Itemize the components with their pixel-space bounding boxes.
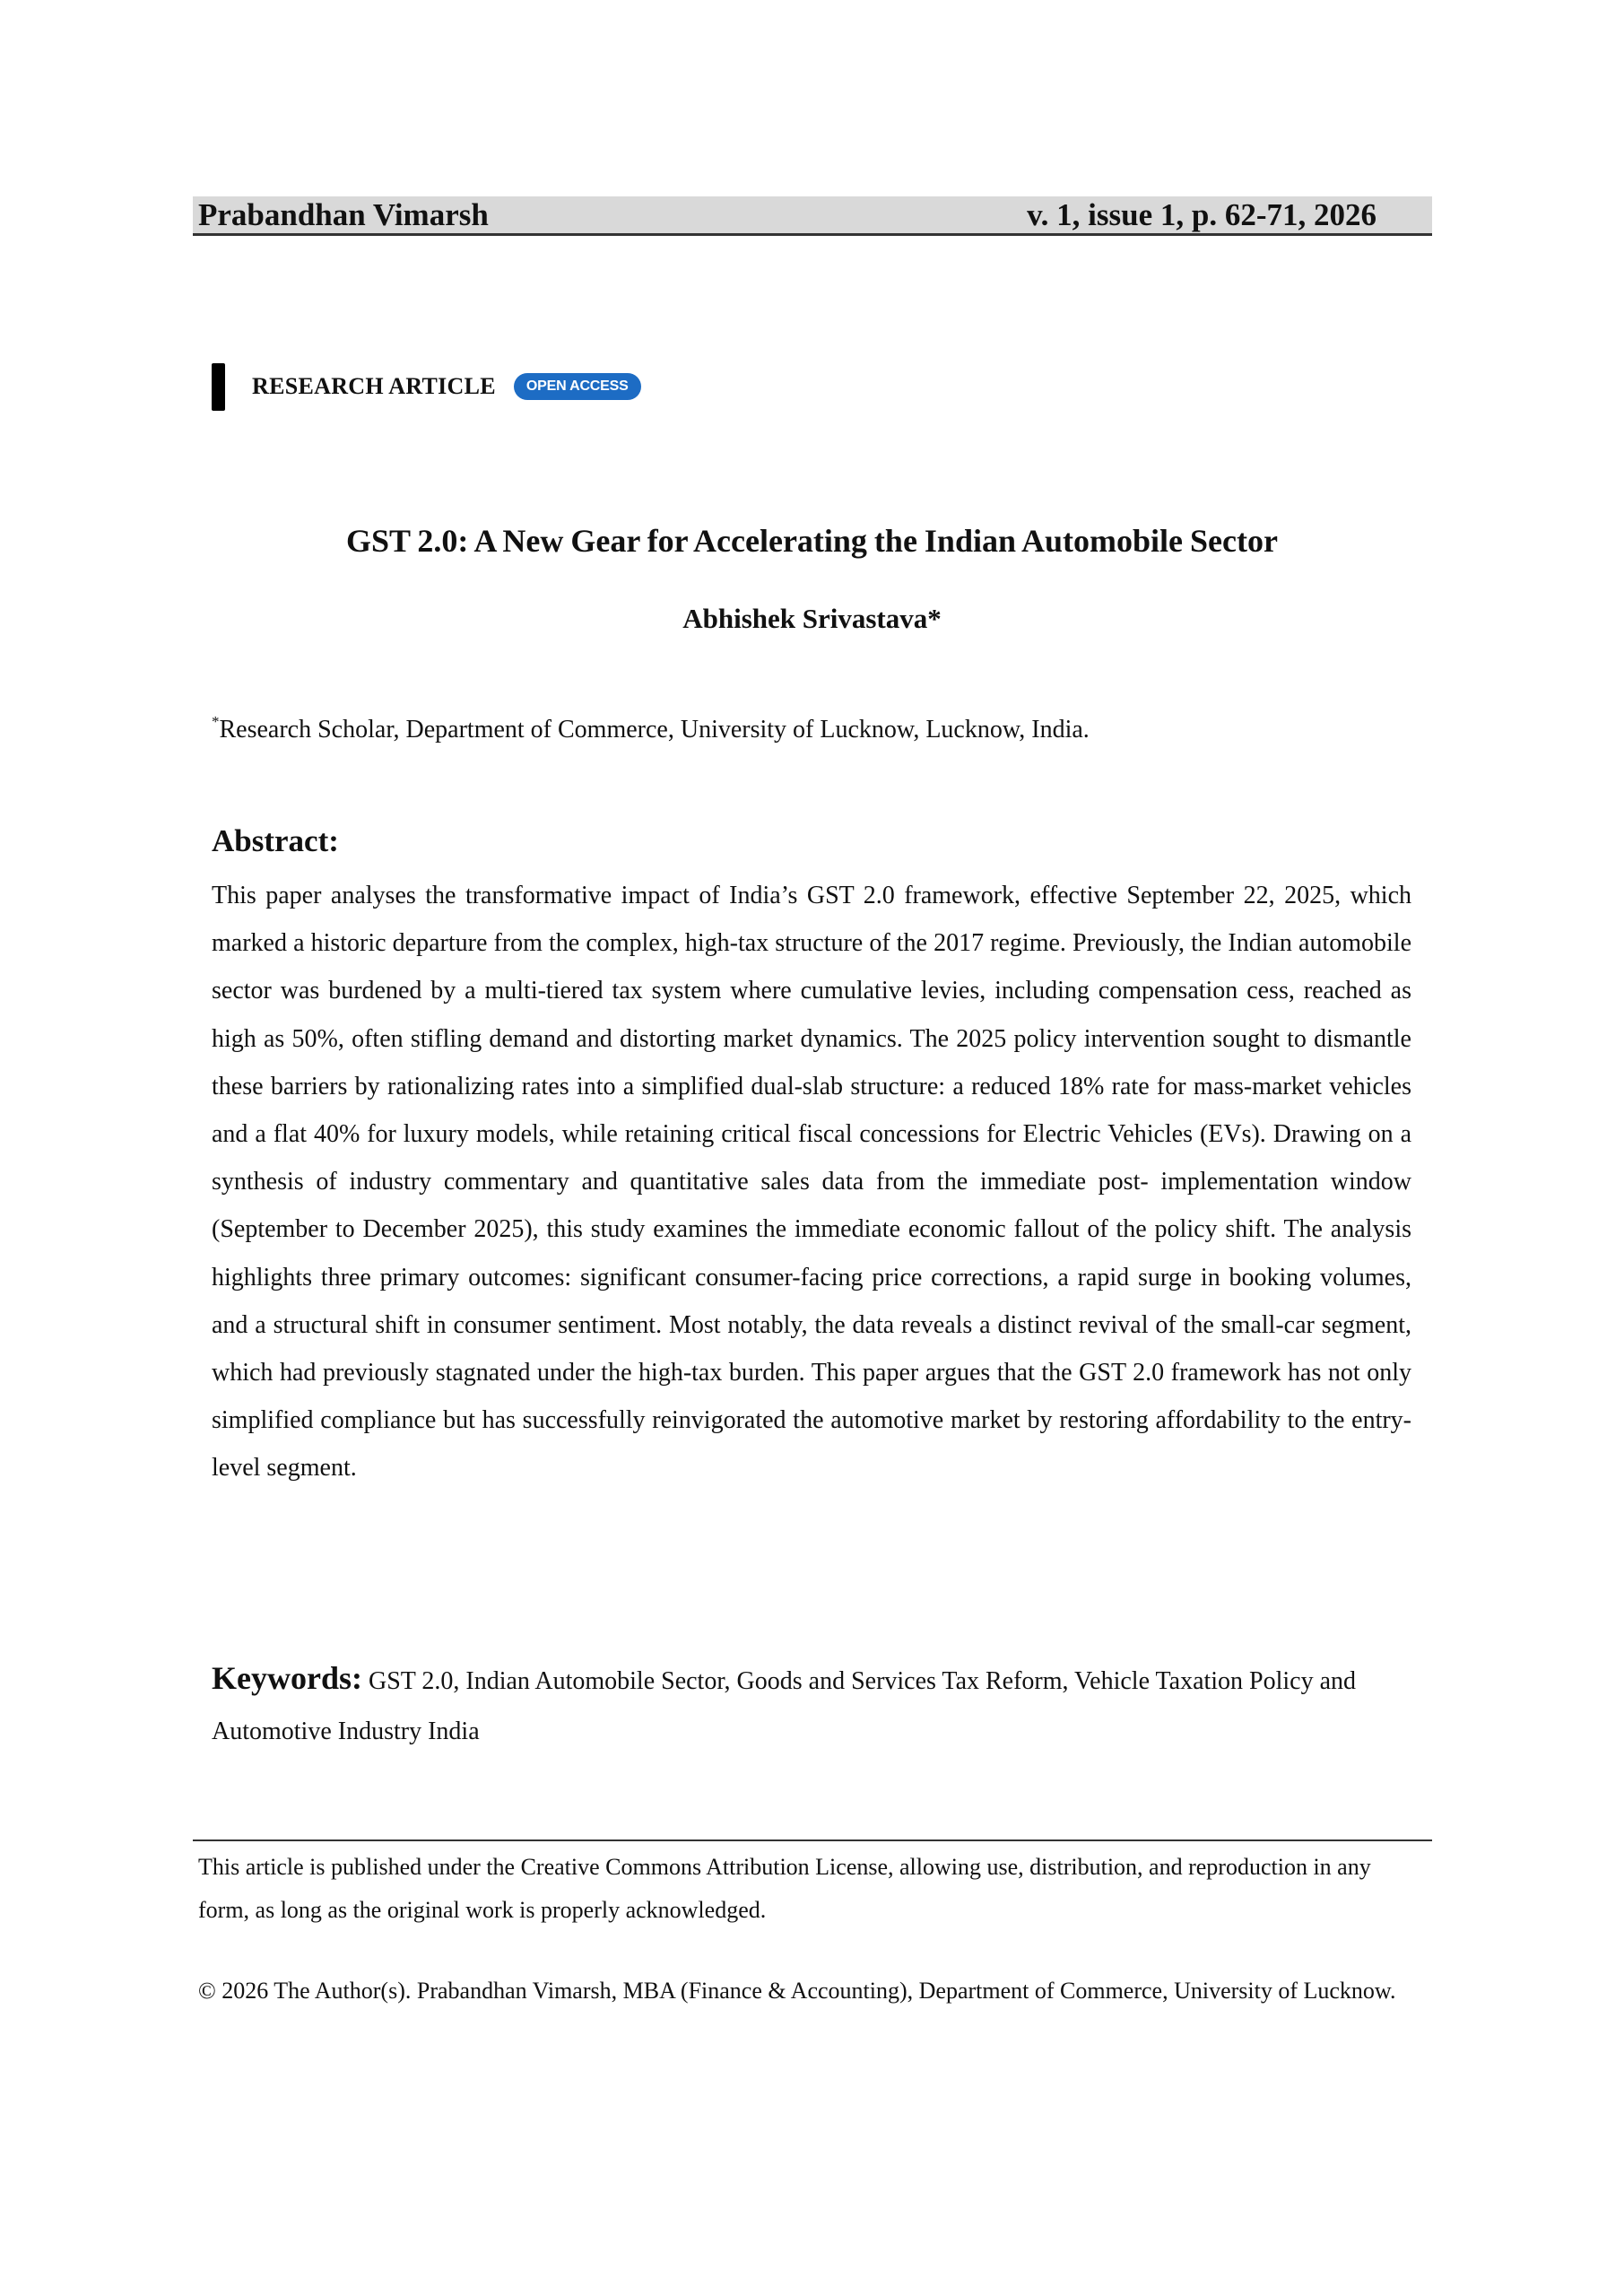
journal-name: Prabandhan Vimarsh bbox=[198, 196, 489, 232]
article-type-label: RESEARCH ARTICLE bbox=[252, 373, 496, 399]
article-type-bar-icon bbox=[212, 363, 225, 411]
abstract-text: This paper analyses the transformative impact of India’s GST 2.0 framework, effective September 22, 2025, which marked a historic departure from the complex, high-tax structure of the 2017 regime. Previously, the Indian automobile sector was burdened by a multi-tiered tax system where cumulative levies, including compensation cess, reached as high as 50%, often stifling demand and distorting market dynamics. The 2025 policy intervention sought to dismantle these barriers by rationalizing rates into a simplified dual-slab structure: a reduced 18% rate for mass-market vehicles and a flat 40% for luxury models, while retaining critical fiscal concessions for Electric Vehicles (EVs). Drawing on a synthesis of industry commentary and quantitative sales data from the immediate post- implementation window (September to December 2025), this study examines the immediate economic fallout of the policy shift. The analysis highlights three primary outcomes: significant consumer-facing price corrections, a rapid surge in booking volumes, and a structural shift in consumer sentiment. Most notably, the data reveals a distinct revival of the small-car segment, which had previously stagnated under the high-tax burden. This paper argues that the GST 2.0 framework has not only simplified compliance but has successfully reinvigorated the automotive market by restoring affordability to the entry-level segment. bbox=[212, 882, 1411, 1483]
journal-header bbox=[193, 196, 1432, 236]
keywords-text: GST 2.0, Indian Automobile Sector, Goods and Services Tax Reform, Vehicle Taxation Policy and Automotive Industry India bbox=[212, 1667, 1357, 1745]
author-name: Abhishek Srivastava* bbox=[682, 603, 942, 634]
keywords-label: Keywords: bbox=[212, 1660, 362, 1696]
open-access-badge: OPEN ACCESS bbox=[514, 373, 641, 400]
article-type-row bbox=[212, 361, 641, 412]
copyright-notice: © 2026 The Author(s). Prabandhan Vimarsh, MBA (Finance & Accounting), Department of Commerce, University of Lucknow. bbox=[198, 1978, 1396, 2004]
journal-citation: v. 1, issue 1, p. 62-71, 2026 bbox=[1027, 196, 1376, 232]
affiliation-text: Research Scholar, Department of Commerce, University of Lucknow, Lucknow, India. bbox=[219, 716, 1090, 744]
affiliation-marker: * bbox=[212, 713, 220, 730]
license-notice: This article is published under the Creative Commons Attribution License, allowing use, distribution, and reproduction in any form, as long as the original work is properly acknowledged. bbox=[198, 1854, 1371, 1923]
author-affiliation bbox=[212, 713, 1090, 744]
footer-divider bbox=[193, 1839, 1432, 1841]
keywords-section bbox=[212, 1653, 1411, 1757]
paper-title: GST 2.0: A New Gear for Accelerating the Indian Automobile Sector bbox=[346, 523, 1278, 559]
abstract-heading: Abstract: bbox=[212, 823, 339, 858]
